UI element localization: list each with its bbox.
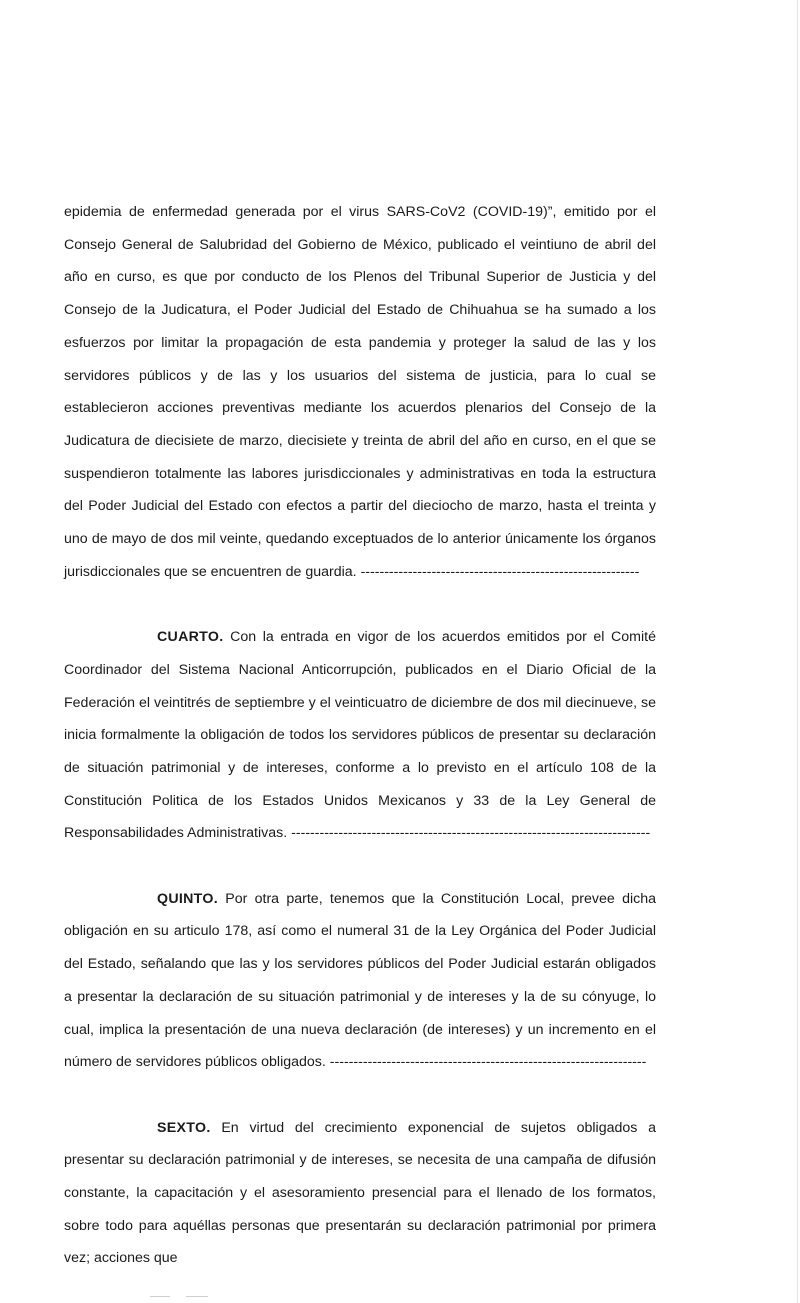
paragraph-text: Por otra parte, tenemos que la Constitución Local, prevee dicha obligación en su articulo 178, así como el numeral 31 de la Ley Orgánica del Poder Judicial del Estado, señalando que las y los servidores públicos del Poder Judicial estarán obligados a presentar la declaración de su situación patrimonial y de intereses y la de su cónyuge, lo cual, implica la presentación de una nueva declaración (de intereses) y un incremento en el número de servidores públicos obligados. (64, 890, 656, 1071)
section-heading-cuarto: CUARTO. (157, 629, 224, 646)
dash-filler: ---------------------------------------------------------------------------- (291, 825, 651, 842)
paragraph-gap (64, 1079, 656, 1112)
paragraph-intro (64, 196, 656, 588)
section-heading-sexto: SEXTO. (157, 1119, 211, 1136)
dash-filler: ------------------------------------------------------------------- (329, 1054, 647, 1071)
paragraph-text: epidemia de enfermedad generada por el virus SARS-CoV2 (COVID-19)”, emitido por el Consejo General de Salubridad del Gobierno de México, publicado el veintiuno de abril del año en curso, es que por conducto de los Plenos del Tribunal Superior de Justicia y del Consejo de la Judicatura, el Poder Judicial del Estado de Chihuahua se ha sumado a los esfuerzos por limitar la propagación de esta pandemia y proteger la salud de las y los servidores públicos y de las y los usuarios del sistema de justicia, para lo cual se establecieron acciones preventivas mediante los acuerdos plenarios del Consejo de la Judicatura de diecisiete de marzo, diecisiete y treinta de abril del año en curso, en el que se suspendieron totalmente las labores jurisdiccionales y administrativas en toda la estructura del Poder Judicial del Estado con efectos a partir del dieciocho de marzo, hasta el treinta y uno de mayo de dos mil veinte, quedando exceptuados de lo anterior únicamente los órganos jurisdiccionales que se encuentren de guardia. (64, 204, 656, 580)
paragraph-text: Con la entrada en vigor de los acuerdos emitidos por el Comité Coordinador del Sistema Nacional Anticorrupción, publicados en el Diario Oficial de la Federación el veintitrés de septiembre y el veinticuatro de diciembre de dos mil diecinueve, se inicia formalmente la obligación de todos los servidores públicos de presentar su declaración de situación patrimonial y de intereses, conforme a lo previsto en el artículo 108 de la Constitución Politica de los Estados Unidos Mexicanos y 33 de la Ley General de Responsabilidades Administrativas. (64, 629, 656, 842)
scan-artifact (150, 1296, 170, 1297)
document-body (64, 196, 656, 1275)
paragraph-sexto (64, 1112, 656, 1276)
dash-filler: ----------------------------------------------------------- (360, 563, 640, 580)
paragraph-gap (64, 850, 656, 883)
paragraph-quinto (64, 883, 656, 1079)
paragraph-gap (64, 588, 656, 621)
scan-artifact (186, 1296, 208, 1297)
paragraph-text: En virtud del crecimiento exponencial de sujetos obligados a presentar su declaración patrimonial y de intereses, se necesita de una campaña de difusión constante, la capacitación y el asesoramiento presencial para el llenado de los formatos, sobre todo para aquéllas personas que presentarán su declaración patrimonial por primera vez; acciones que (64, 1119, 656, 1267)
paragraph-cuarto (64, 621, 656, 850)
scan-edge-line (797, 0, 798, 1303)
section-heading-quinto: QUINTO. (157, 890, 218, 907)
